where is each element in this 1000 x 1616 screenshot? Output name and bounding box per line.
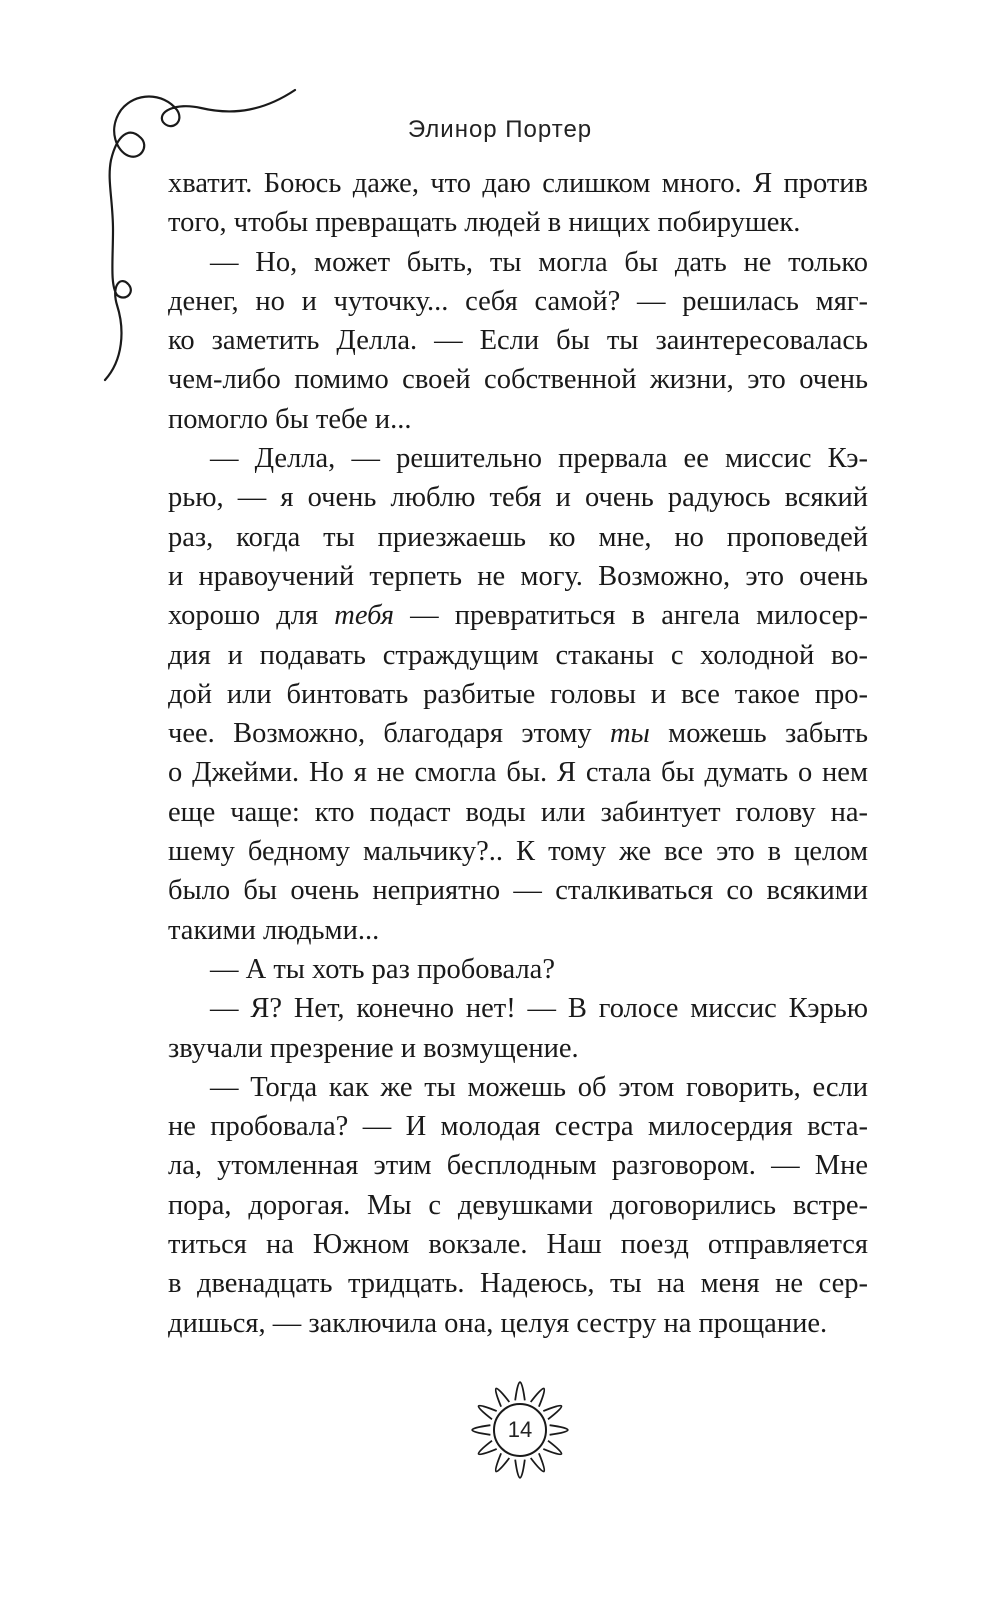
page-folio <box>440 1350 600 1510</box>
text-line: звучали презрение и возмущение. <box>168 1032 579 1064</box>
text-line: раз, когда ты приезжаешь ко мне, но проповедей <box>168 521 868 553</box>
text-line: было бы очень неприятно — сталкиваться со всякими <box>168 875 868 907</box>
text-run: хорошо для <box>168 600 335 632</box>
text-line: денег, но и чуточку... себя самой? — решилась мяг- <box>168 285 868 317</box>
text-line: чем-либо помимо своей собственной жизни, это очень <box>168 364 868 396</box>
text-line: — Тогда как же ты можешь об этом говорить, если <box>210 1071 868 1103</box>
text-line: помогло бы тебе и... <box>168 403 412 435</box>
text-line: — Делла, — решительно прервала ее миссис Кэ- <box>210 443 868 475</box>
text-run: чее. Возможно, благодаря этому <box>168 718 610 750</box>
text-line: о Джейми. Но я не смогла бы. Я стала бы думать о нем <box>168 757 868 789</box>
text-line: ко заметить Делла. — Если бы ты заинтересовалась <box>168 325 868 357</box>
text-line: ла, утомленная этим бесплодным разговором. — Мне <box>168 1150 868 1182</box>
text-line: дой или бинтовать разбитые головы и все такое про- <box>168 678 868 710</box>
page-number: 14 <box>507 1417 533 1442</box>
text-line: дишься, — заключила она, целуя сестру на прощание. <box>168 1307 828 1339</box>
text-line: хватит. Боюсь даже, что даю слишком много. Я против <box>168 168 868 199</box>
text-line: дия и подавать страждущим стаканы с холодной во- <box>168 639 868 671</box>
text-line: пора, дорогая. Мы с девушками договорились встре- <box>168 1189 868 1221</box>
text-run: — превратиться в ангела милосер- <box>393 600 868 632</box>
text-line-with-italic <box>168 596 868 635</box>
text-line-with-italic <box>168 714 868 753</box>
text-line: того, чтобы превращать людей в нищих побирушек. <box>168 207 801 239</box>
text-line: — А ты хоть раз пробовала? <box>210 953 555 985</box>
text-line: такими людьми... <box>168 914 380 946</box>
text-line: еще чаще: кто подаст воды или забинтует голову на- <box>168 796 868 828</box>
text-line: титься на Южном вокзале. Наш поезд отправляется <box>168 1229 868 1261</box>
running-head: Элинор Портер <box>407 116 593 143</box>
text-line: шему бедному мальчику?.. К тому же все это в целом <box>168 836 868 868</box>
page-body <box>168 164 868 1343</box>
text-run: можешь забыть <box>649 718 868 750</box>
text-line: — Но, может быть, ты могла бы дать не только <box>210 246 868 278</box>
text-line: и нравоучений терпеть не могу. Возможно, это очень <box>168 560 868 592</box>
italic-word: ты <box>609 718 650 750</box>
text-line: рью, — я очень люблю тебя и очень радуюсь всякий <box>168 482 868 514</box>
italic-word: тебя <box>334 600 394 632</box>
text-line: — Я? Нет, конечно нет! — В голосе миссис Кэрью <box>210 993 868 1025</box>
text-line: в двенадцать тридцать. Надеюсь, ты на меня не сер- <box>168 1268 868 1300</box>
text-line: не пробовала? — И молодая сестра милосердия вста- <box>168 1111 868 1143</box>
